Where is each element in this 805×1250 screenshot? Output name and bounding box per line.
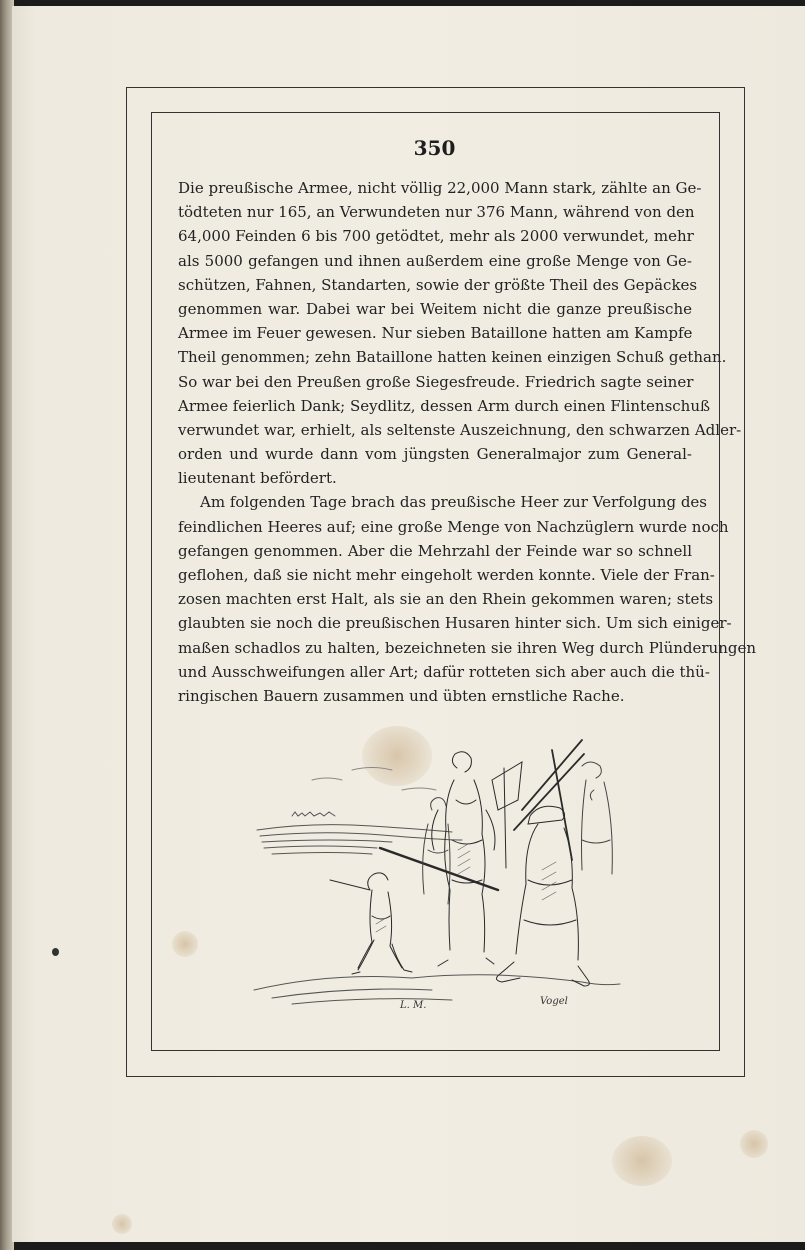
text-line: orden und wurde dann vom jüngsten Generalmajor zum General- bbox=[178, 445, 692, 464]
text-line: ringischen Bauern zusammen und übten ernstliche Rache. bbox=[178, 686, 625, 705]
text-line: Armee feierlich Dank; Seydlitz, dessen Arm durch einen Flintenschuß bbox=[178, 396, 711, 415]
paper-stain bbox=[112, 1214, 132, 1234]
text-line: Theil genommen; zehn Bataillone hatten keinen einzigen Schuß gethan. bbox=[178, 348, 727, 367]
central-soldier bbox=[432, 752, 495, 966]
signature-left: L. M. bbox=[400, 1000, 427, 1011]
musket bbox=[380, 848, 498, 890]
signature-right: Vogel bbox=[540, 996, 568, 1007]
text-line: Armee im Feuer gewesen. Nur sieben Bataillone hatten am Kampfe bbox=[178, 324, 693, 343]
paper-stain bbox=[612, 1136, 672, 1186]
foreground-soldier bbox=[496, 806, 589, 986]
right-soldiers bbox=[582, 762, 613, 874]
text-line: lieutenant befördert. bbox=[178, 469, 337, 488]
text-line: zosen machten erst Halt, als sie an den Rhein gekommen waren; stets bbox=[178, 590, 714, 609]
text-line: verwundet war, erhielt, als seltenste Auszeichnung, den schwarzen Adler- bbox=[178, 420, 742, 439]
pikes bbox=[514, 740, 584, 860]
landscape-hatching bbox=[254, 812, 620, 1004]
text-line: So war bei den Preußen große Siegesfreude. Friedrich sagte seiner bbox=[178, 372, 694, 391]
text-line: gefangen genommen. Aber die Mehrzahl der Feinde war so schnell bbox=[178, 541, 692, 560]
paper-stain bbox=[740, 1130, 768, 1158]
text-line: 64,000 Feinden 6 bis 700 getödtet, mehr als 2000 verwundet, mehr bbox=[178, 227, 694, 246]
sky-hatching bbox=[312, 768, 436, 791]
text-line: feindlichen Heeres auf; eine große Menge von Nachzüglern wurde noch bbox=[178, 517, 729, 536]
text-line: tödteten nur 165, an Verwundeten nur 376 Mann, während von den bbox=[178, 203, 695, 222]
text-line: maßen schadlos zu halten, bezeichneten sie ihren Weg durch Plünderungen bbox=[178, 638, 757, 657]
flags bbox=[492, 762, 522, 868]
pointing-soldier bbox=[330, 873, 412, 974]
text-line: als 5000 gefangen und ihnen außerdem eine große Menge von Ge- bbox=[178, 251, 692, 270]
text-line: glaubten sie noch die preußischen Husaren hinter sich. Um sich einiger- bbox=[178, 614, 732, 633]
page-number: 350 bbox=[413, 136, 456, 160]
text-line: genommen war. Dabei war bei Weitem nicht die ganze preußische bbox=[178, 299, 692, 318]
text-line: Am folgenden Tage brach das preußische Heer zur Verfolgung des bbox=[200, 493, 707, 512]
soldiers-engraving bbox=[252, 740, 622, 1015]
text-line: schützen, Fahnen, Standarten, sowie der größte Theil des Gepäckes bbox=[178, 275, 698, 294]
text-line: Die preußische Armee, nicht völlig 22,000 Mann stark, zählte an Ge- bbox=[178, 179, 702, 197]
text-line: geflohen, daß sie nicht mehr eingeholt werden konnte. Viele der Fran- bbox=[178, 566, 715, 584]
ink-dot bbox=[52, 948, 59, 956]
text-line: und Ausschweifungen aller Art; dafür rotteten sich aber auch die thü- bbox=[178, 662, 710, 681]
body-text bbox=[178, 176, 757, 708]
